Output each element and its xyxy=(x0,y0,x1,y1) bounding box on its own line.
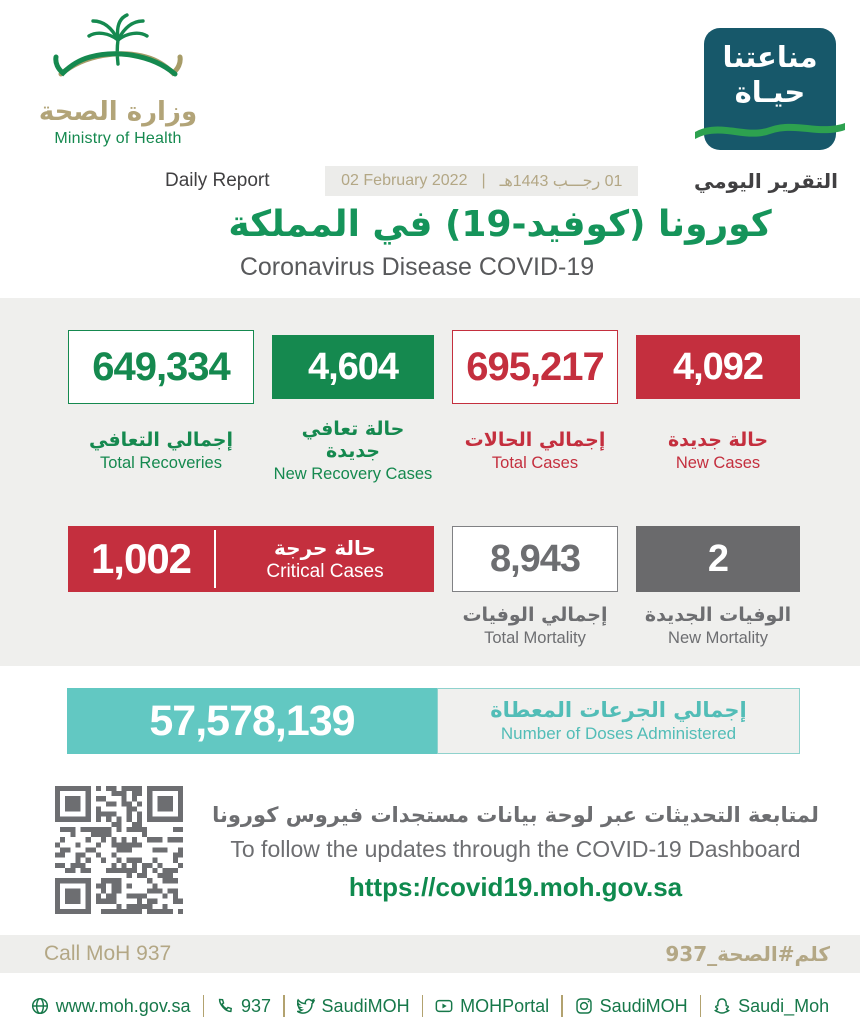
footer-link-youtube[interactable]: MOHPortal xyxy=(435,996,549,1017)
separator xyxy=(283,995,285,1017)
report-bar xyxy=(165,166,838,196)
footer-links xyxy=(0,995,860,1017)
total-mortality-label: إجمالي الوفيات Total Mortality xyxy=(462,604,608,647)
date-separator: | xyxy=(481,172,486,189)
new-cases-value: 4,092 xyxy=(672,345,764,388)
immunity-campaign-badge xyxy=(704,28,836,150)
header xyxy=(0,0,860,200)
daily-report-label-arabic: التقرير اليومي xyxy=(694,169,838,193)
footer-link-twitter[interactable]: SaudiMOH xyxy=(297,996,410,1017)
snapchat-icon xyxy=(713,997,731,1015)
wave-icon xyxy=(695,112,845,140)
call-moh-hashtag-arabic: كلم#الصحة_937 xyxy=(665,942,830,966)
dashboard-url-link[interactable]: https://covid19.moh.gov.sa xyxy=(348,871,683,902)
total-mortality-value: 8,943 xyxy=(489,537,581,580)
moh-logo-arabic: وزارة الصحة xyxy=(38,97,198,127)
critical-cases-label: حالة حرجة Critical Cases xyxy=(266,535,384,582)
badge-line2: حيـاة xyxy=(734,74,806,109)
instagram-icon xyxy=(575,997,593,1015)
footer-link-instagram[interactable]: SaudiMOH xyxy=(575,996,688,1017)
dashboard-text-arabic: لمتابعة التحديثات عبر لوحة بيانات مستجدات فيروس كورونا xyxy=(212,802,819,827)
new-cases-card xyxy=(636,335,800,399)
moh-logo-english: Ministry of Health xyxy=(54,130,182,147)
new-mortality-label: الوفيات الجديدة New Mortality xyxy=(644,604,792,647)
separator xyxy=(203,995,205,1017)
total-cases-label: إجمالي الحالات Total Cases xyxy=(464,429,606,472)
qr-code[interactable] xyxy=(55,786,183,919)
separator xyxy=(422,995,424,1017)
footer-link-website[interactable]: www.moh.gov.sa xyxy=(31,996,191,1017)
footer-link-snapchat[interactable]: Saudi_Moh xyxy=(713,996,829,1017)
total-recoveries-value: 649,334 xyxy=(92,344,230,389)
new-mortality-value: 2 xyxy=(707,537,729,580)
new-mortality-card xyxy=(636,526,800,592)
critical-cases-card xyxy=(68,526,434,592)
new-recoveries-value: 4,604 xyxy=(307,345,399,388)
critical-cases-value: 1,002 xyxy=(90,535,192,582)
call-moh-english: Call MoH 937 xyxy=(44,942,172,965)
date-hijri: 01 رجـــب 1443هـ xyxy=(499,173,623,190)
stats-panel xyxy=(0,298,860,666)
stats-row-1 xyxy=(68,330,860,404)
footer-link-phone[interactable]: 937 xyxy=(216,996,271,1017)
phone-icon xyxy=(216,997,234,1015)
dashboard-text-english: To follow the updates through the COVID-19 Dashboard xyxy=(230,835,801,862)
total-cases-card xyxy=(452,330,618,404)
stats-row-2-labels xyxy=(452,604,860,648)
total-recoveries-label: إجمالي التعافي Total Recoveries xyxy=(89,429,233,472)
youtube-icon xyxy=(435,997,453,1015)
date-gregorian: 02 February 2022 xyxy=(341,172,468,189)
total-mortality-card xyxy=(452,526,618,592)
page-title-english: Coronavirus Disease COVID-19 xyxy=(239,253,595,281)
doses-bar xyxy=(67,688,800,754)
badge-line1: مناعتنا xyxy=(722,40,818,74)
separator xyxy=(561,995,563,1017)
dashboard-section xyxy=(0,786,860,919)
separator xyxy=(700,995,702,1017)
moh-palm-swords-icon xyxy=(43,12,193,90)
daily-report-label: Daily Report xyxy=(165,170,270,191)
twitter-icon xyxy=(297,997,315,1015)
moh-logo xyxy=(38,12,198,148)
new-recoveries-label: حالة تعافي جديدة New Recovery Cases xyxy=(273,418,433,483)
doses-value: 57,578,139 xyxy=(67,688,437,754)
new-cases-label: حالة جديدة New Cases xyxy=(667,429,769,472)
total-recoveries-card xyxy=(68,330,254,404)
new-recoveries-card xyxy=(272,335,434,399)
report-dates xyxy=(325,166,638,196)
stats-row-2 xyxy=(68,526,860,592)
call-moh-bar xyxy=(0,935,860,973)
page-title-arabic: كورونا (كوفيد-19) في المملكة xyxy=(228,204,772,245)
stats-row-1-labels xyxy=(68,418,860,484)
globe-icon xyxy=(31,997,49,1015)
doses-label: إجمالي الجرعات المعطاة Number of Doses Administered xyxy=(437,688,800,754)
total-cases-value: 695,217 xyxy=(466,344,604,389)
